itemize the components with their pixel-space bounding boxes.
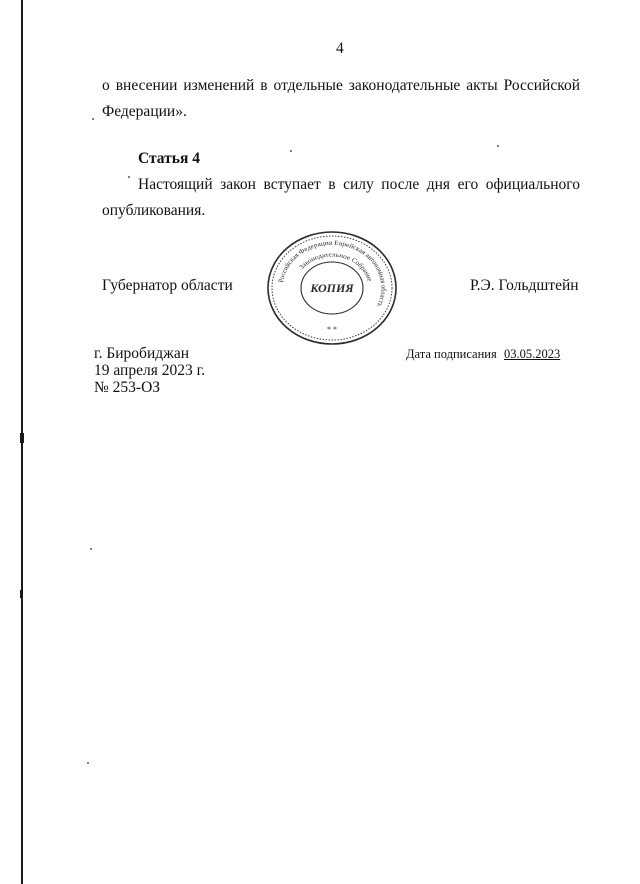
scan-speck — [87, 762, 89, 764]
article-line-1: Настоящий закон вступает в силу после дня его официального — [138, 176, 580, 193]
signatory-name: Р.Э. Гольдштейн — [470, 277, 579, 294]
signatory-position: Губернатор области — [102, 277, 233, 294]
intro-line-2: Федерации». — [102, 103, 187, 120]
scan-edge-mark — [20, 433, 24, 443]
adoption-date: 19 апреля 2023 г. — [94, 362, 206, 379]
signing-date-value: 03.05.2023 — [504, 347, 561, 361]
svg-text:Законодательное Собрание — [298, 252, 373, 282]
page-number: 4 — [336, 40, 344, 57]
official-seal-stamp — [264, 230, 400, 346]
seal-stars: * * — [327, 325, 337, 334]
seal-center-text: КОПИЯ — [310, 281, 354, 295]
city: г. Биробиджан — [94, 345, 190, 362]
seal-inner-ring-text: Законодательное Собрание — [298, 251, 374, 283]
article-line-2: опубликования. — [102, 202, 206, 219]
article-heading: Статья 4 — [138, 150, 200, 167]
seal-outer-ring-text: Российская Федерация Еврейская автономная область — [277, 240, 387, 308]
scan-speck — [90, 548, 92, 550]
scan-edge-mark — [20, 590, 23, 598]
scan-speck — [290, 150, 292, 152]
scan-speck — [128, 176, 130, 178]
signing-date-label: Дата подписания — [406, 347, 497, 361]
intro-line-1: о внесении изменений в отдельные законодательные акты Российской — [102, 77, 580, 94]
scan-speck — [497, 145, 499, 147]
scan-speck — [92, 118, 94, 120]
law-number: № 253-ОЗ — [94, 379, 161, 396]
